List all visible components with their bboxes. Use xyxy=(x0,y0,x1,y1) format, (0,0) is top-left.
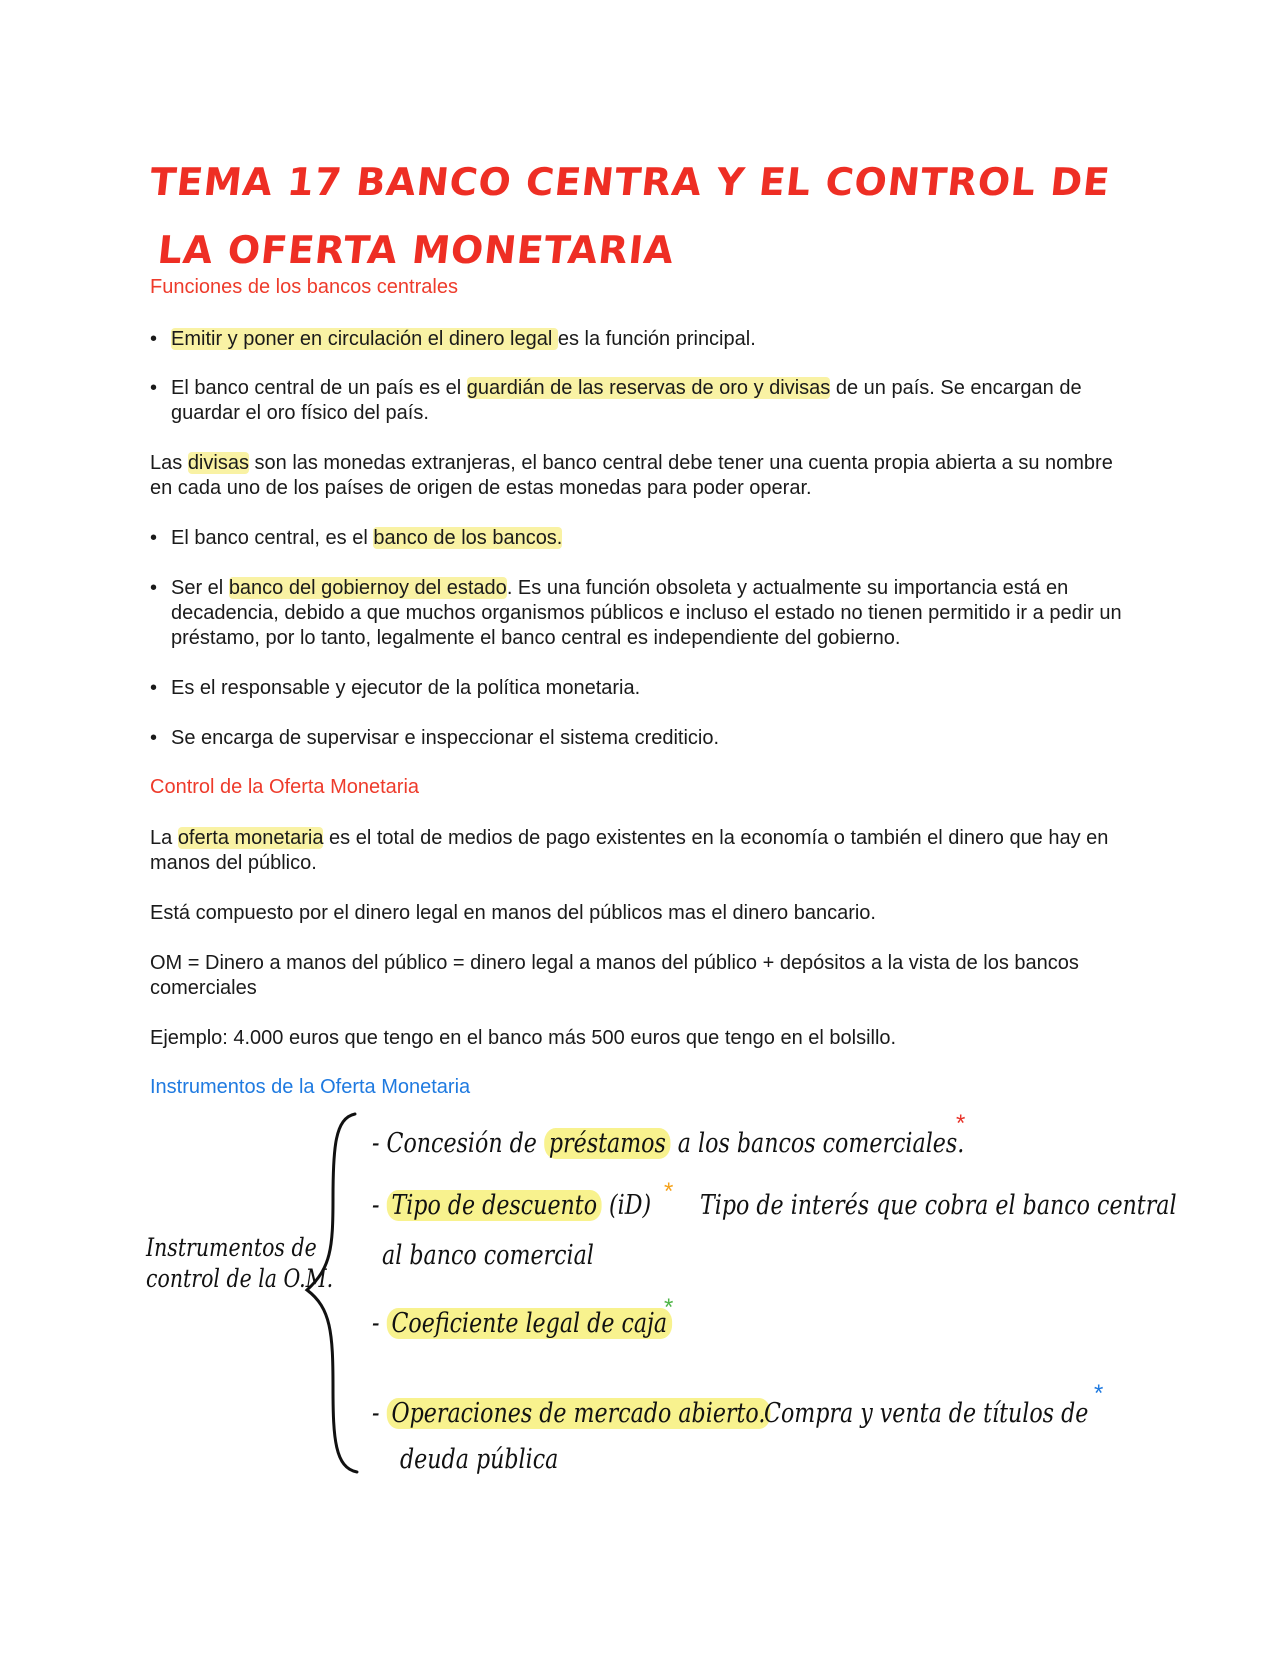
highlight: oferta monetaria xyxy=(177,827,324,849)
section-heading-funciones: Funciones de los bancos centrales xyxy=(150,276,458,298)
star-icon: * xyxy=(1094,1380,1104,1407)
bullet-dot: • xyxy=(150,328,158,350)
bullet-item: • Es el responsable y ejecutor de la política monetaria. xyxy=(150,677,641,699)
highlight: Tipo de descuento xyxy=(387,1190,602,1221)
instrument-item-2: - Tipo de descuento (iD) xyxy=(372,1190,652,1221)
star-icon: * xyxy=(956,1110,966,1137)
paragraph-oferta: La oferta monetaria es el total de medios de pago existentes en la economía o también el dinero que hay en manos del público. xyxy=(150,827,1109,874)
title-line-1: TEMA 17 BANCO CENTRA Y EL CONTROL DE xyxy=(147,160,1113,204)
bullet-item: • El banco central, es el banco de los bancos. xyxy=(150,527,563,549)
highlight: Emitir y poner en circulación el dinero legal xyxy=(171,328,558,350)
star-icon: * xyxy=(664,1178,674,1205)
paragraph-compuesto: Está compuesto por el dinero legal en manos del públicos mas el dinero bancario. xyxy=(150,902,876,924)
instrument-item-4: - Operaciones de mercado abierto. xyxy=(372,1398,770,1429)
paragraph-divisas: Las divisas son las monedas extranjeras, el banco central debe tener una cuenta propia abierta a su nombre en cada uno de los países de origen de estas monedas para poder operar. xyxy=(150,452,1113,499)
bullet-item: • Ser el banco del gobiernoy del estado. Es una función obsoleta y actualmente su importancia está en decadencia, debido a que muchos organismos públicos e incluso el estado no tienen permitido ir a pedir un préstamo, por lo tanto, legalmente el banco central es independiente del gobierno. xyxy=(150,577,1122,649)
highlight: banco del gobiernoy del estado xyxy=(228,577,507,599)
star-icon: * xyxy=(664,1294,674,1321)
bullet-dot: • xyxy=(150,377,158,399)
bullet-dot: • xyxy=(150,527,158,549)
highlight: Operaciones de mercado abierto. xyxy=(387,1398,771,1429)
highlight: Coeficiente legal de caja xyxy=(387,1308,673,1339)
instrument-item-4-description-cont: deuda pública xyxy=(400,1444,559,1475)
highlight: divisas xyxy=(187,452,249,474)
bullet-item: • El banco central de un país es el guardián de las reservas de oro y divisas de un país. Se encargan de guardar el oro físico del país. xyxy=(150,377,1082,424)
bullet-item: • Emitir y poner en circulación el dinero legal es la función principal. xyxy=(150,328,756,350)
instrument-item-2-description-cont: al banco comercial xyxy=(382,1240,594,1271)
section-heading-instrumentos: Instrumentos de la Oferta Monetaria xyxy=(150,1076,471,1098)
bullet-dot: • xyxy=(150,577,158,599)
bullet-dot: • xyxy=(150,727,158,749)
highlight: guardián de las reservas de oro y divisas xyxy=(466,377,831,399)
bullet-dot: • xyxy=(150,677,158,699)
instrument-item-4-description: Compra y venta de títulos de xyxy=(764,1398,1089,1429)
paragraph-formula: OM = Dinero a manos del público = dinero legal a manos del público + depósitos a la vista de los bancos comerciales xyxy=(150,952,1079,999)
instrument-item-1: - Concesión de préstamos a los bancos comerciales. xyxy=(372,1128,965,1159)
instrument-item-2-description: Tipo de interés que cobra el banco central xyxy=(700,1190,1177,1221)
bullet-item: • Se encarga de supervisar e inspeccionar el sistema crediticio. xyxy=(150,727,720,749)
highlight: préstamos xyxy=(544,1128,671,1159)
section-heading-control: Control de la Oferta Monetaria xyxy=(150,776,420,798)
paragraph-ejemplo: Ejemplo: 4.000 euros que tengo en el banco más 500 euros que tengo en el bolsillo. xyxy=(150,1027,897,1049)
instrument-item-3: - Coeficiente legal de caja xyxy=(372,1308,672,1339)
curly-brace xyxy=(295,1108,365,1478)
title-line-2: LA OFERTA MONETARIA xyxy=(155,228,677,272)
highlight: banco de los bancos. xyxy=(373,527,563,549)
side-label-line-2: control de la O.M. xyxy=(146,1264,334,1293)
side-label-line-1: Instrumentos de xyxy=(146,1233,317,1262)
